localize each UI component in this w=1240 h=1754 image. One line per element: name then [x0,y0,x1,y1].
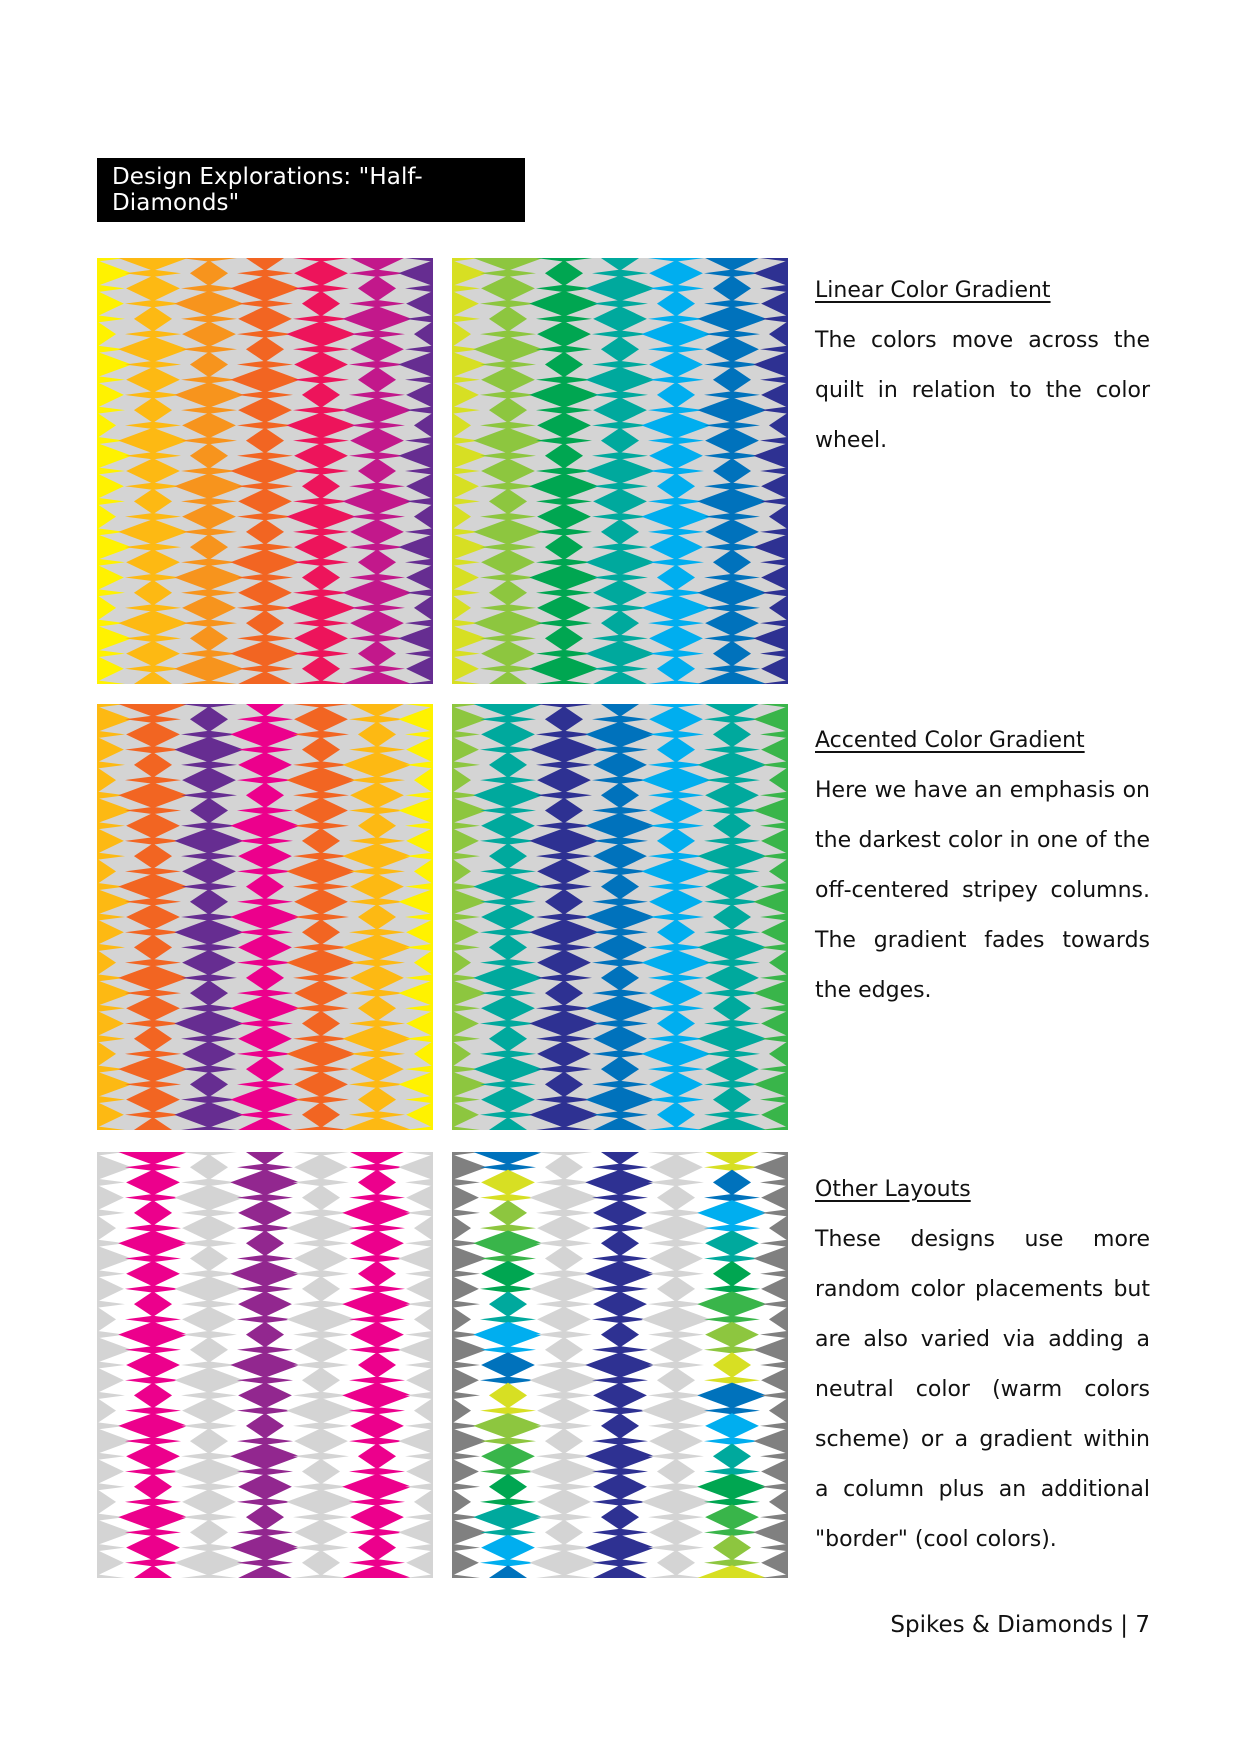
section-heading: Accented Color Gradient [815,728,1085,753]
section-accented-gradient [815,716,1150,1016]
quilt-cool-accented [452,704,788,1130]
quilt-cool-linear [452,258,788,684]
quilt-cool-random [452,1152,788,1578]
quilt-pattern [97,1152,433,1578]
quilt-pattern [97,704,433,1130]
quilt-pattern [452,1152,788,1578]
quilt-pattern [452,704,788,1130]
quilt-warm-accented [97,704,433,1130]
quilt-pattern [97,258,433,684]
quilt-warm-random [97,1152,433,1578]
section-body: These designs use more random color placements but are also varied via adding a neutral color (warm colors scheme) or a gradient within a column plus an additional "border" (cool colors). [815,1227,1150,1552]
page-footer: Spikes & Diamonds | 7 [890,1612,1150,1638]
quilt-pattern [452,258,788,684]
section-body: Here we have an emphasis on the darkest color in one of the off-centered stripey columns. The gradient fades towards the edges. [815,778,1150,1003]
section-other-layouts [815,1165,1150,1565]
section-heading: Linear Color Gradient [815,278,1051,303]
section-heading: Other Layouts [815,1177,971,1202]
section-linear-gradient [815,266,1150,466]
section-body: The colors move across the quilt in relation to the color wheel. [815,328,1150,453]
quilt-warm-linear [97,258,433,684]
page-title: Design Explorations: "Half-Diamonds" [97,158,525,222]
